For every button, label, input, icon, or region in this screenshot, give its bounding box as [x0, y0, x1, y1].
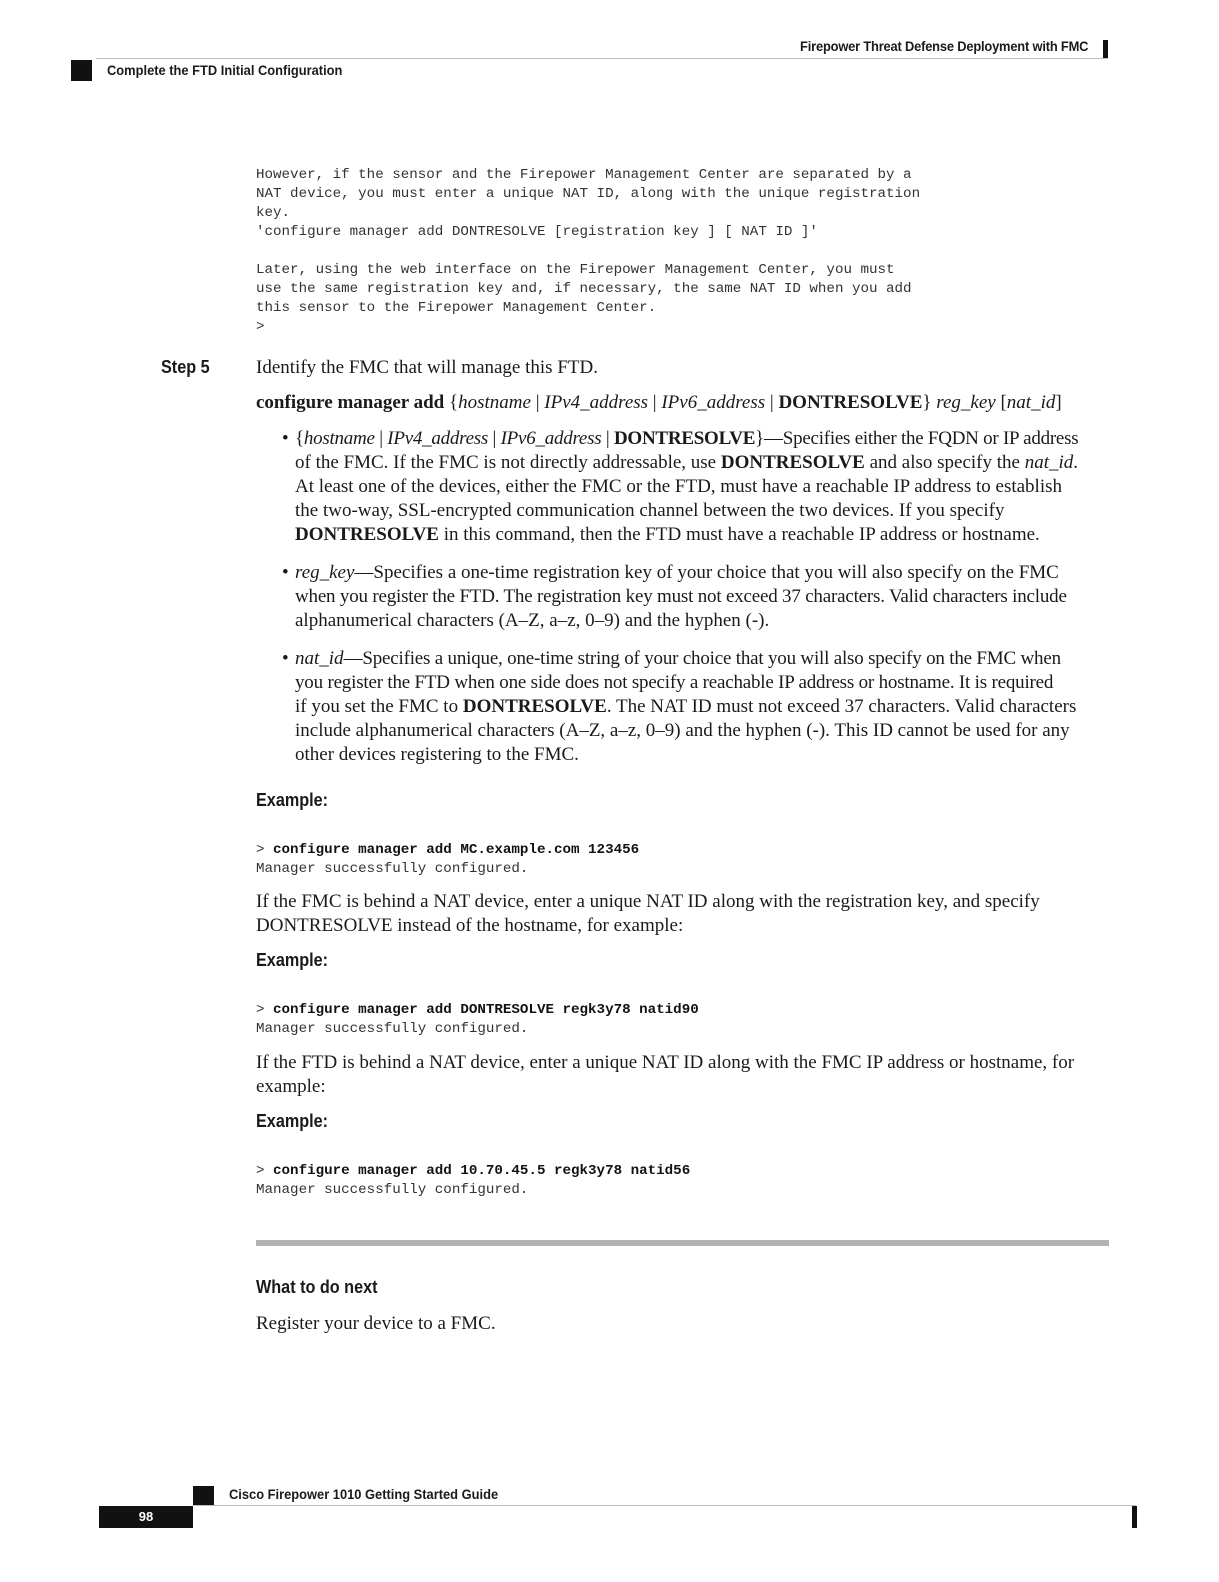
footer-rule — [193, 1505, 1136, 1506]
list-item: • nat_id—Specifies a unique, one-time string of your choice that you will also specify on the FMC when you register the FTD when one side does not specify a reachable IP address or hostname. It is required if you set the FMC to DONTRESOLVE. The NAT ID must not exceed 37 characters. Valid characters include alphanumerical characters (A–Z, a–z, 0–9) and the hyphen (-). This ID cannot be used for any other devices registering to the FMC. — [282, 648, 1077, 765]
section-marker-block — [71, 60, 92, 81]
step-label: Step 5 — [161, 357, 210, 377]
header-rule — [96, 58, 1108, 59]
list-item: • reg_key—Specifies a one-time registration key of your choice that you will also specify on the FMC when you register the FTD. The registration key must not exceed 37 characters. Valid characters include alphanumerical characters (A–Z, a–z, 0–9) and the hyphen (-). — [282, 562, 1067, 631]
example-heading-2: Example: — [256, 950, 329, 970]
page-number: 98 — [99, 1506, 193, 1528]
footer-marker-block — [193, 1486, 214, 1506]
example-heading-1: Example: — [256, 790, 329, 810]
cli-intro-block — [256, 166, 1109, 337]
example-heading-3: Example: — [256, 1111, 329, 1131]
what-to-do-next-block — [256, 1312, 1109, 1336]
footer-marker-bar — [1132, 1506, 1137, 1528]
example-code-3: > configure manager add 10.70.45.5 regk3y78 natid56 Manager successfully configured. — [256, 1163, 691, 1198]
nat-fmc-paragraph: If the FMC is behind a NAT device, enter a unique NAT ID along with the registration key, and specify DONTRESOLVE instead of the hostname, for example: — [256, 891, 1040, 936]
footer-guide-title: Cisco Firepower 1010 Getting Started Guide — [229, 1486, 499, 1502]
running-header-title: Firepower Threat Defense Deployment with FMC — [799, 38, 1088, 54]
step-text: Identify the FMC that will manage this FTD. — [256, 357, 598, 378]
nat-ftd-paragraph: If the FTD is behind a NAT device, enter a unique NAT ID along with the FMC IP address or hostname, for example: — [256, 1052, 1075, 1097]
parameter-list-nat-id — [282, 647, 1110, 767]
what-to-do-next-heading: What to do next — [256, 1277, 378, 1297]
cli-intro-text: However, if the sensor and the Firepower Management Center are separated by a NAT device, you must enter a unique NAT ID, along with the unique registration key. 'configure manager add DONTRESOLVE [registration key ] [ NAT ID ]' Later, using the web interface on the Firepower Management Center, you must use the same registration key and, if necessary, the same NAT ID when you add this sensor to the Firepower Management Center. > — [256, 167, 921, 335]
what-to-do-next-text: Register your device to a FMC. — [256, 1313, 496, 1334]
example-code-2: > configure manager add DONTRESOLVE regk3y78 natid90 Manager successfully configured. — [256, 1002, 699, 1037]
section-divider — [256, 1240, 1109, 1246]
running-header-section: Complete the FTD Initial Configuration — [107, 62, 343, 78]
example-code-1: > configure manager add MC.example.com 123456 Manager successfully configured. — [256, 842, 640, 877]
header-marker-bar — [1103, 40, 1108, 59]
parameter-list — [282, 427, 1110, 547]
step-text-block — [256, 356, 1109, 380]
list-item: • {hostname | IPv4_address | IPv6_address | DONTRESOLVE}—Specifies either the FQDN or IP address of the FMC. If the FMC is not directly addressable, use DONTRESOLVE and also specify the nat_id. At least one of the devices, either the FMC or the FTD, must have a reachable IP address to establish the two-way, SSL-encrypted communication channel between the two devices. If you specify DONTRESOLVE in this command, then the FTD must have a reachable IP address or hostname. — [282, 428, 1079, 545]
command-syntax: configure manager add {hostname | IPv4_address | IPv6_address | DONTRESOLVE} reg_key [nat_id] — [256, 392, 1062, 413]
parameter-list-reg-key — [282, 561, 1110, 633]
